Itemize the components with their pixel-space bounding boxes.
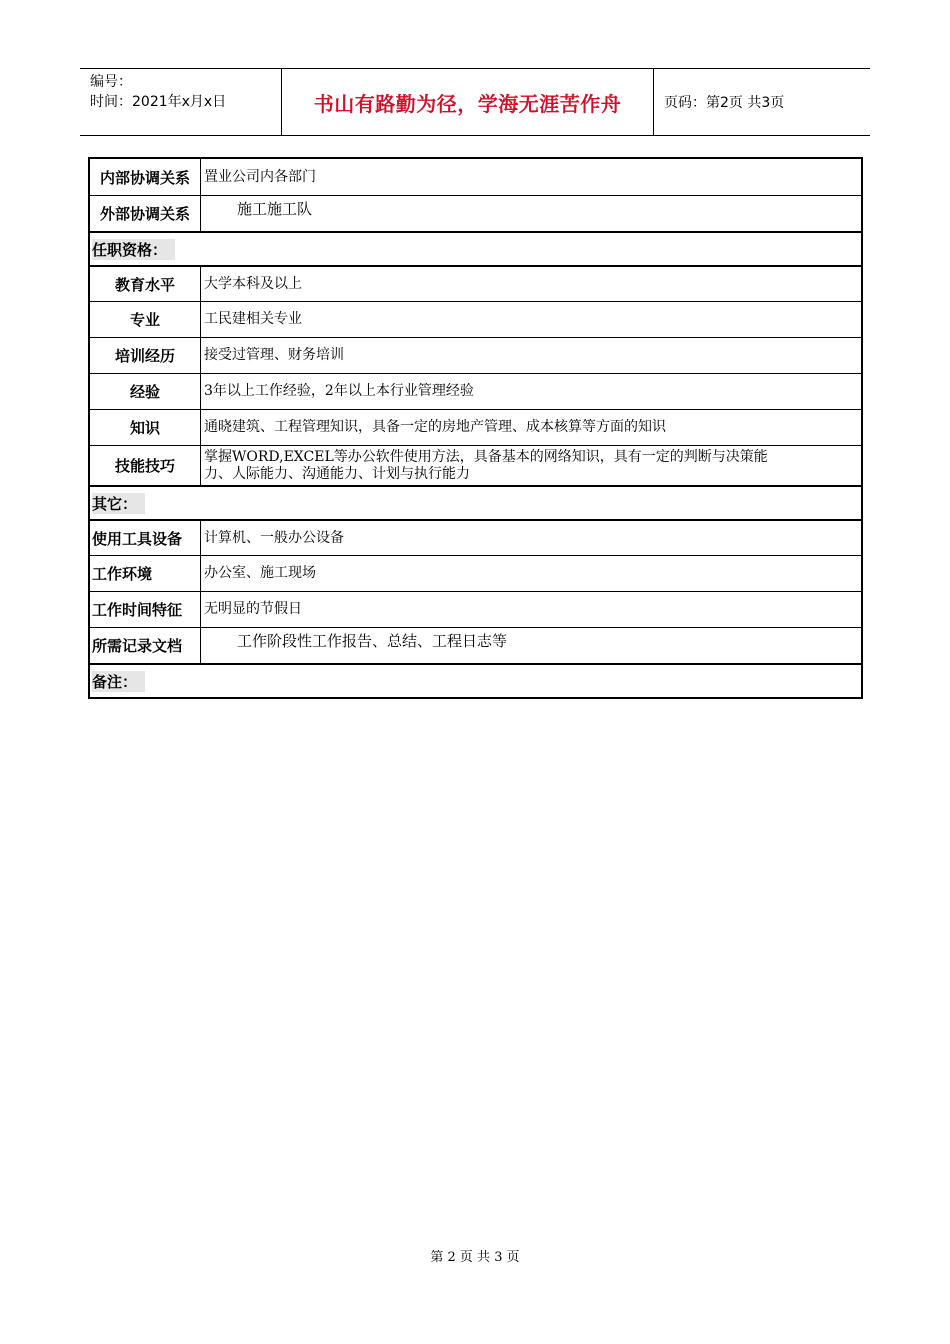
knowledge-label: 知识 <box>90 410 201 445</box>
table-row-environment <box>90 555 861 591</box>
table-row-internal <box>90 159 861 195</box>
internal-coordination-label: 内部协调关系 <box>90 159 201 195</box>
skills-value <box>201 446 861 485</box>
experience-label: 经验 <box>90 374 201 409</box>
skills-label: 技能技巧 <box>90 446 201 485</box>
external-coordination-label: 外部协调关系 <box>90 196 201 231</box>
external-coordination-value: 施工施工队 <box>237 200 313 218</box>
training-value: 接受过管理、财务培训 <box>204 347 344 363</box>
table-row-training <box>90 337 861 373</box>
skills-value-line1: 掌握WORD,EXCEL等办公软件使用方法，具备基本的网络知识，具有一定的判断与决策能 <box>204 448 768 465</box>
records-value: 工作阶段性工作报告、总结、工程日志等 <box>237 632 508 650</box>
header-motto: 书山有路勤为径，学海无涯苦作舟 <box>282 69 654 135</box>
knowledge-value: 通晓建筑、工程管理知识，具备一定的房地产管理、成本核算等方面的知识 <box>204 419 666 435</box>
table-row-tools <box>90 519 861 555</box>
worktime-label: 工作时间特征 <box>90 592 201 627</box>
page-footer: 第 2 页 共 3 页 <box>430 1250 520 1265</box>
other-heading: 其它： <box>92 493 145 514</box>
tools-label: 使用工具设备 <box>90 521 201 555</box>
education-value: 大学本科及以上 <box>204 275 302 292</box>
table-row-experience <box>90 373 861 409</box>
document-code-label: 编号： <box>90 74 132 90</box>
education-label: 教育水平 <box>90 267 201 301</box>
section-qualifications <box>90 231 861 265</box>
records-label: 所需记录文档 <box>90 628 201 663</box>
table-row-skills <box>90 445 861 485</box>
qualifications-heading: 任职资格： <box>92 239 175 260</box>
remarks-heading: 备注： <box>92 671 145 692</box>
internal-coordination-value: 置业公司内各部门 <box>204 168 316 185</box>
table-row-knowledge <box>90 409 861 445</box>
worktime-value: 无明显的节假日 <box>204 601 302 617</box>
major-label: 专业 <box>90 302 201 337</box>
table-row-worktime <box>90 591 861 627</box>
header-meta <box>80 69 282 135</box>
table-row-major <box>90 301 861 337</box>
skills-value-line2: 力、人际能力、沟通能力、计划与执行能力 <box>204 465 470 482</box>
job-description-table <box>88 157 863 699</box>
section-remarks <box>90 663 861 697</box>
experience-value: 3年以上工作经验，2年以上本行业管理经验 <box>204 383 474 399</box>
environment-label: 工作环境 <box>90 556 201 591</box>
table-row-education <box>90 265 861 301</box>
section-other <box>90 485 861 519</box>
table-row-records <box>90 627 861 663</box>
environment-value: 办公室、施工现场 <box>204 565 316 581</box>
table-row-external <box>90 195 861 231</box>
header-page-info: 页码：第2页 共3页 <box>664 95 785 111</box>
page-header <box>80 68 870 136</box>
major-value: 工民建相关专业 <box>204 311 302 327</box>
document-time-label: 时间：2021年x月x日 <box>90 94 227 110</box>
tools-value: 计算机、一般办公设备 <box>204 529 344 546</box>
training-label: 培训经历 <box>90 338 201 373</box>
